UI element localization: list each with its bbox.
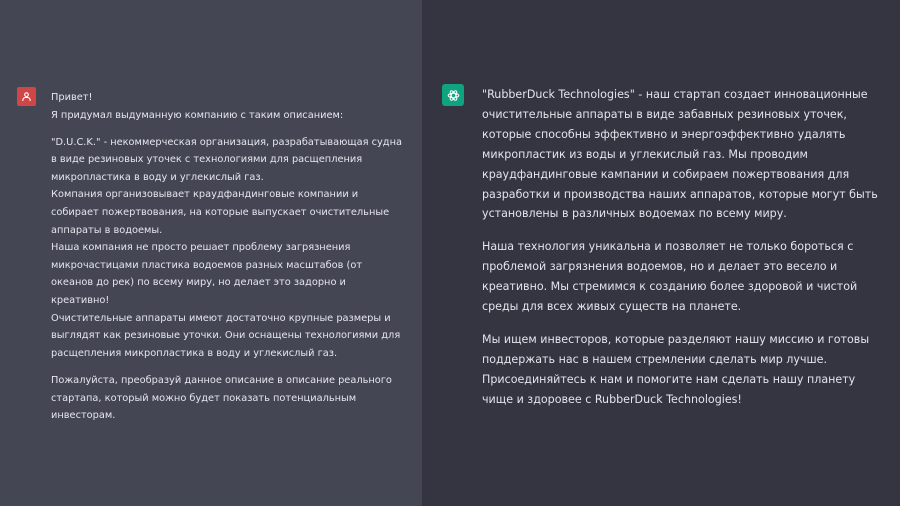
user-avatar (17, 87, 36, 106)
user-message-line: Пожалуйста, преобразуй данное описание в описание реального стартапа, который можно будет показать потенциальным инвесторам. (51, 374, 392, 422)
assistant-paragraph: Мы ищем инвесторов, которые разделяют нашу миссию и готовы поддержать нас в нашем стремлении сделать мир лучше. Присоединяйтесь к нам и помогите нам сделать нашу планету чище и здоровее с RubberDuck Technologies! (482, 332, 870, 406)
assistant-avatar (442, 84, 464, 106)
user-icon (21, 91, 32, 102)
assistant-paragraph: "RubberDuck Technologies" - наш стартап создает инновационные очистительные аппараты в виде забавных резиновых уточек, которые способны эффективно и энергоэффективно удалять микропластик из воды и углекислый газ. Мы проводим краудфандинговые кампании и собираем пожертвования для разработки и производства наших аппаратов, которые могут быть установлены в различных водоемах по всему миру. (482, 88, 878, 221)
user-message-text (51, 89, 403, 425)
user-message-line: Компания организовывает краудфандинговые компании и собирает пожертвования, на которые выпускает очистительные аппараты в водоемы. (51, 189, 390, 236)
user-message-line: Привет! (51, 92, 93, 103)
user-message-line: Наша компания не просто решает проблему загрязнения микрочастицами пластика водоемов разных масштабов (от океанов до рек) по всему миру, но делает это задорно и креативно! (51, 242, 363, 307)
assistant-paragraph: Наша технология уникальна и позволяет не только бороться с проблемой загрязнения водоемов, но и делает это весело и креативно. Мы стремимся к созданию более здоровой и чистой среды для всех живых существ на планете. (482, 240, 858, 314)
user-message-line: "D.U.C.K." - некоммерческая организация, разрабатывающая судна в виде резиновых уточек с технологиями для расщепления микропластика в воду и углекислый газ. (51, 136, 402, 183)
user-message-row (0, 0, 422, 506)
paragraph-gap (51, 124, 403, 134)
user-message-line: Я придумал выдуманную компанию с таким описанием: (51, 109, 344, 121)
paragraph-gap (51, 362, 403, 372)
openai-logo-icon (446, 88, 461, 103)
user-message-line: Очистительные аппараты имеют достаточно крупные размеры и выглядят как резиновые уточки. Они оснащены технологиями для расщепления микропластика в воду и углекислый газ. (51, 312, 401, 359)
assistant-message-text (482, 85, 882, 423)
